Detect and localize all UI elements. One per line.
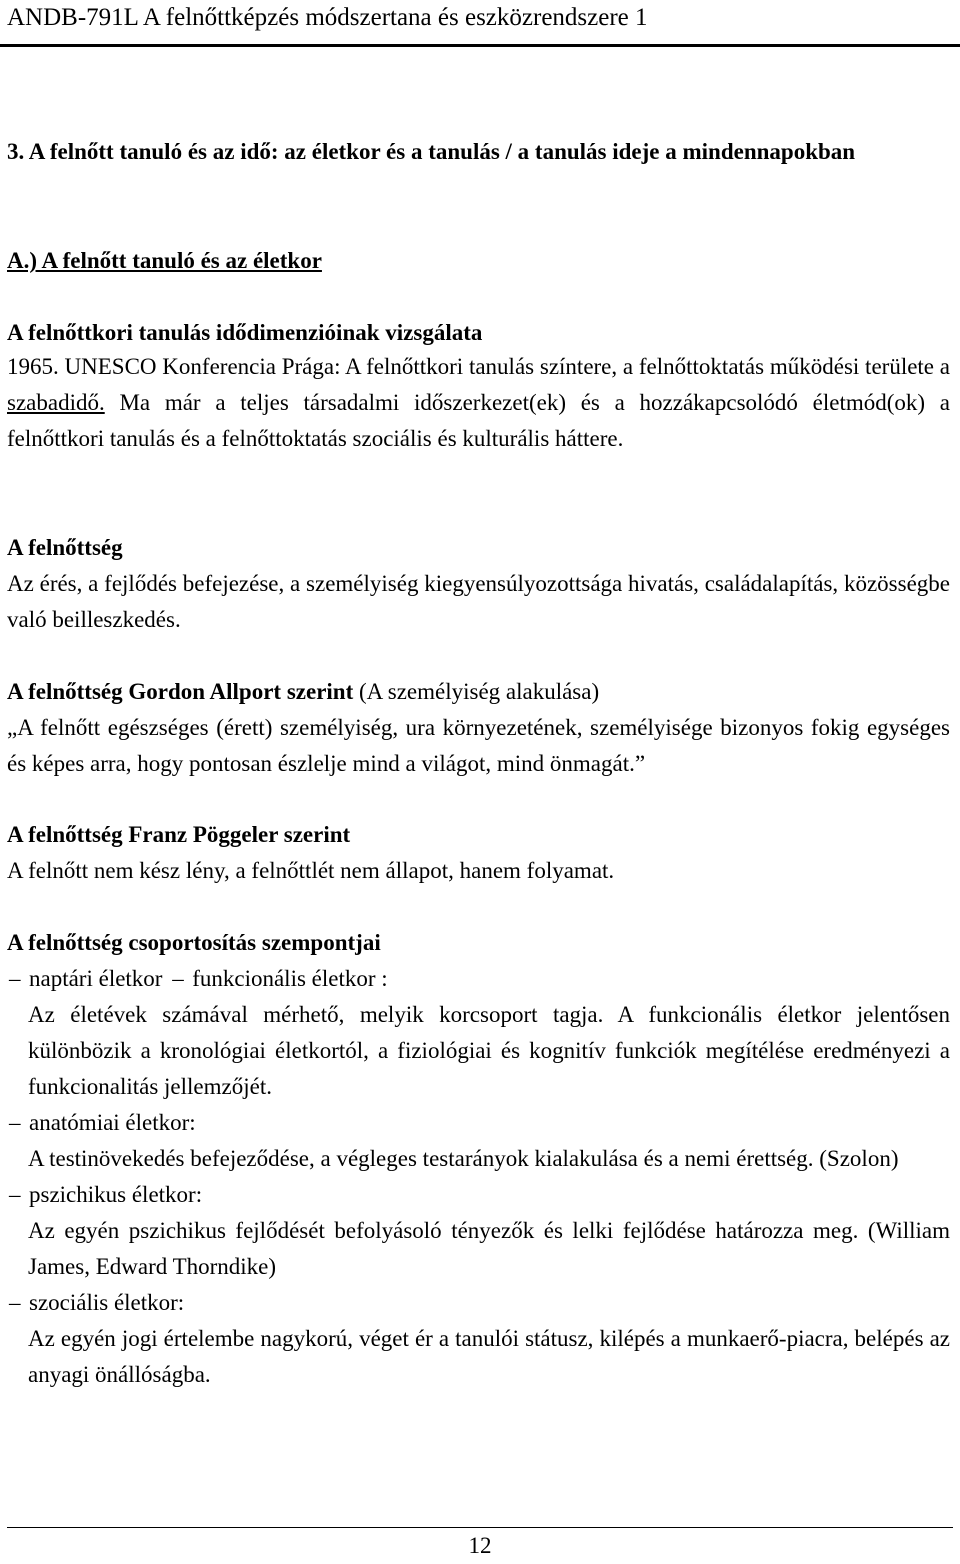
dash-icon: – bbox=[9, 966, 21, 991]
poggeler-text: A felnőtt nem kész lény, a felnőttlét nem állapot, hanem folyamat. bbox=[7, 858, 615, 883]
dash-icon: – bbox=[172, 966, 184, 991]
timedim-block bbox=[7, 315, 950, 457]
page-header bbox=[0, 0, 960, 47]
poggeler-title: A felnőttség Franz Pöggeler szerint bbox=[7, 822, 351, 847]
dash-icon: – bbox=[9, 1110, 21, 1135]
grouping-item-anatomical bbox=[7, 1105, 950, 1141]
timedim-text-before: 1965. UNESCO Konferencia Prága: A felnőttkori tanulás színtere, a felnőttoktatás működési területe a bbox=[7, 354, 950, 379]
grouping-first-line bbox=[7, 961, 950, 997]
poggeler-block bbox=[7, 817, 950, 889]
adulthood-block bbox=[7, 530, 950, 638]
allport-title-rest: (A személyiség alakulása) bbox=[353, 679, 600, 704]
grouping-item-label: pszichikus életkor: bbox=[29, 1182, 203, 1207]
grouping-item-social bbox=[7, 1285, 950, 1321]
grouping-title: A felnőttség csoportosítás szempontjai bbox=[7, 930, 381, 955]
timedim-paragraph bbox=[7, 349, 950, 457]
grouping-calendar-age: naptári életkor bbox=[29, 966, 163, 991]
section-subheading: A.) A felnőtt tanuló és az életkor bbox=[7, 248, 322, 273]
grouping-item-label: anatómiai életkor: bbox=[29, 1110, 196, 1135]
allport-quote: „A felnőtt egészséges (érett) személyiség, ura környezetének, személyisége bizonyos fokig egységes és képes arra, hogy pontosan észlelje mind a világot, mind önmagát.” bbox=[7, 715, 950, 776]
grouping-functional-age: funkcionális életkor : bbox=[192, 966, 388, 991]
grouping-item-text: Az egyén pszichikus fejlődését befolyásoló tényezők és lelki fejlődése határozza meg. (William James, Edward Thorndike) bbox=[28, 1218, 950, 1279]
timedim-text-after: Ma már a teljes társadalmi időszerkezet(ek) és a hozzákapcsolódó életmód(ok) a felnőttkori tanulás és a felnőttoktatás szociális és kulturális háttere. bbox=[7, 390, 950, 451]
adulthood-title: A felnőttség bbox=[7, 535, 123, 560]
grouping-item-text: A testinövekedés befejeződése, a végleges testarányok kialakulása és a nemi érettség. (Szolon) bbox=[28, 1146, 899, 1171]
grouping-item-label: szociális életkor: bbox=[29, 1290, 185, 1315]
allport-title-bold: A felnőttség Gordon Allport szerint bbox=[7, 679, 354, 704]
page-number: 12 bbox=[468, 1533, 492, 1558]
allport-block bbox=[7, 674, 950, 782]
dash-icon: – bbox=[9, 1182, 21, 1207]
section-heading: 3. A felnőtt tanuló és az idő: az életkor és a tanulás / a tanulás ideje a mindennapokban bbox=[7, 139, 856, 164]
timedim-title: A felnőttkori tanulás idődimenzióinak vizsgálata bbox=[7, 320, 483, 345]
grouping-item-text: Az egyén jogi értelembe nagykorú, véget ér a tanulói státusz, kilépés a munkaerő-piacra, belépés az anyagi önállóságba. bbox=[28, 1326, 950, 1387]
dash-icon: – bbox=[9, 1290, 21, 1315]
grouping-item-psychic bbox=[7, 1177, 950, 1213]
document-title: ANDB-791L A felnőttképzés módszertana és eszközrendszere 1 bbox=[7, 4, 648, 31]
adulthood-text: Az érés, a fejlődés befejezése, a személyiség kiegyensúlyozottsága hivatás, családalapítás, közösségbe való beilleszkedés. bbox=[7, 571, 950, 632]
grouping-block bbox=[7, 925, 950, 1393]
grouping-first-text: Az életévek számával mérhető, melyik korcsoport tagja. A funkcionális életkor jelentősen különbözik a kronológiai életkortól, a fiziológiai és kognitív funkciók megítélése eredményezi a funkcionalitás jellemzőjét. bbox=[28, 1002, 950, 1099]
timedim-underlined: szabadidő. bbox=[7, 390, 105, 415]
allport-title bbox=[7, 674, 950, 710]
